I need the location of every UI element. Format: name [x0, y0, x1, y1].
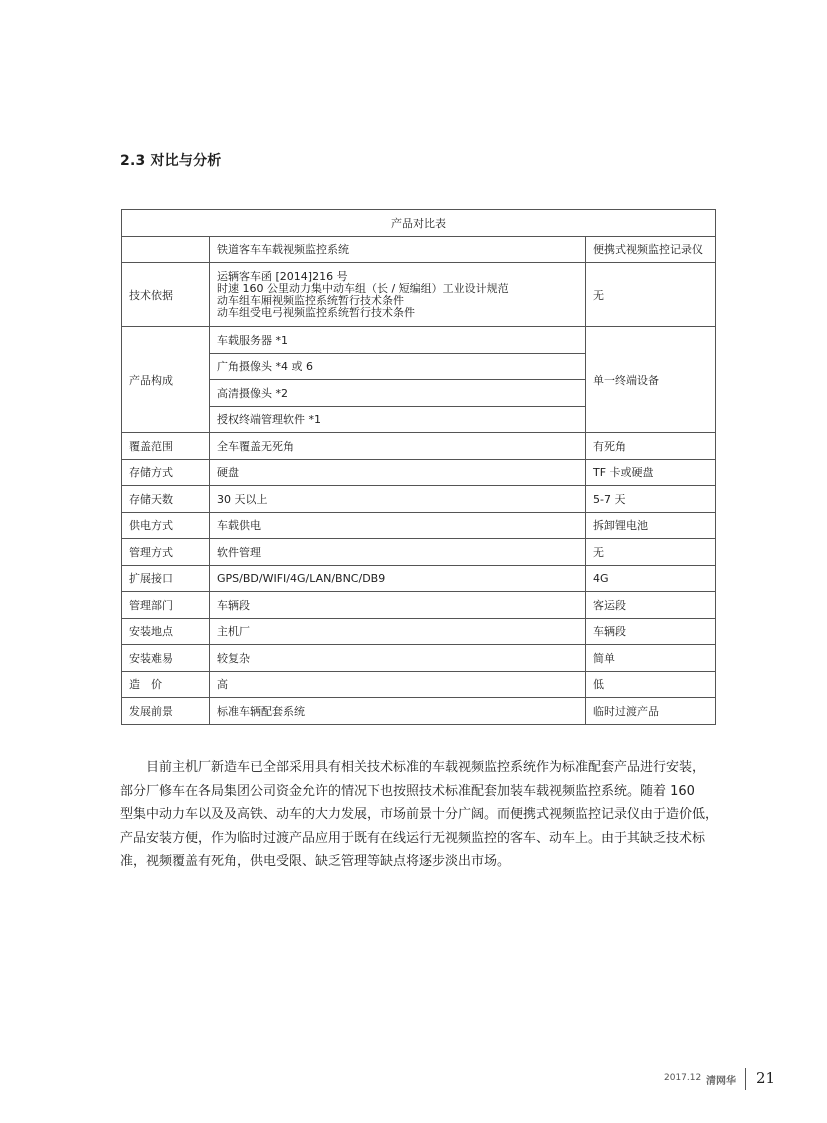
- magazine-name: 清网华: [706, 1076, 736, 1087]
- row-label: 供电方式: [122, 512, 210, 539]
- system-value: GPS/BD/WIFI/4G/LAN/BNC/DB9: [210, 565, 586, 592]
- paragraph-line: 目前主机厂新造车已全部采用具有相关技术标准的车载视频监控系统作为标准配套产品进行安装，: [146, 760, 706, 775]
- header-cell-system: 铁道客车车载视频监控系统: [210, 236, 586, 263]
- table-row: [122, 433, 716, 460]
- composition-portable: 单一终端设备: [586, 327, 716, 433]
- system-value: 30 天以上: [210, 486, 586, 513]
- paragraph-line: 部分厂修车在各局集团公司资金允许的情况下也按照技术标准配套加装车载视频监控系统。随着 160: [120, 783, 695, 799]
- paragraph-line: 准，视频覆盖有死角，供电受限、缺乏管理等缺点将逐步淡出市场。: [120, 854, 511, 869]
- system-value: 高: [210, 671, 586, 698]
- header-cell-empty: [122, 236, 210, 263]
- basis-line: 动车组受电弓视频监控系统暂行技术条件: [217, 305, 415, 319]
- footer-divider: [745, 1068, 746, 1090]
- portable-value: 简单: [586, 645, 716, 672]
- table-row-composition: [122, 327, 716, 354]
- row-label: 扩展接口: [122, 565, 210, 592]
- row-label: 管理方式: [122, 539, 210, 566]
- portable-value: 临时过渡产品: [586, 698, 716, 725]
- table-row: [122, 565, 716, 592]
- row-label: 覆盖范围: [122, 433, 210, 460]
- system-value: 软件管理: [210, 539, 586, 566]
- body-paragraph: [120, 756, 719, 874]
- paragraph-line: 型集中动力车以及及高铁、动车的大力发展，市场前景十分广阔。而便携式视频监控记录仪由于造价低，: [120, 807, 719, 822]
- row-label: 安装地点: [122, 618, 210, 645]
- table-row: [122, 592, 716, 619]
- row-label-basis: 技术依据: [122, 263, 210, 327]
- table-row: [122, 539, 716, 566]
- table-row: [122, 512, 716, 539]
- portable-value: 客运段: [586, 592, 716, 619]
- basis-portable: 无: [586, 263, 716, 327]
- row-label: 发展前景: [122, 698, 210, 725]
- portable-value: 车辆段: [586, 618, 716, 645]
- basis-line: 运辆客车函 [2014]216 号: [217, 269, 348, 283]
- row-label: 安装难易: [122, 645, 210, 672]
- header-cell-portable: 便携式视频监控记录仪: [586, 236, 716, 263]
- basis-line: 时速 160 公里动力集中动车组（长 / 短编组）工业设计规范: [217, 281, 509, 295]
- page-footer: [640, 1068, 780, 1090]
- composition-item: 高清摄像头 *2: [210, 380, 586, 407]
- paragraph-line: 产品安装方便，作为临时过渡产品应用于既有在线运行无视频监控的客车、动车上。由于其缺乏技术标: [120, 830, 706, 846]
- table-row: [122, 671, 716, 698]
- composition-item: 车载服务器 *1: [210, 327, 586, 354]
- portable-value: 拆卸锂电池: [586, 512, 716, 539]
- table-row-basis: [122, 263, 716, 327]
- portable-value: 4G: [586, 565, 716, 592]
- row-label-composition: 产品构成: [122, 327, 210, 433]
- basis-line: 动车组车厢视频监控系统暂行技术条件: [217, 293, 404, 307]
- table-header-row: [122, 236, 716, 263]
- table-row: [122, 618, 716, 645]
- composition-item: 授权终端管理软件 *1: [210, 406, 586, 433]
- row-label: 存储方式: [122, 459, 210, 486]
- portable-value: 有死角: [586, 433, 716, 460]
- row-label: 管理部门: [122, 592, 210, 619]
- portable-value: 低: [586, 671, 716, 698]
- comparison-table: [121, 209, 716, 725]
- table-row: [122, 698, 716, 725]
- system-value: 标准车辆配套系统: [210, 698, 586, 725]
- table-row: [122, 459, 716, 486]
- system-value: 较复杂: [210, 645, 586, 672]
- section-title: 2.3 对比与分析: [120, 153, 222, 169]
- system-value: 车载供电: [210, 512, 586, 539]
- table-caption-row: [122, 210, 716, 237]
- basis-lines: [210, 263, 586, 327]
- composition-item: 广角摄像头 *4 或 6: [210, 353, 586, 380]
- row-label: 存储天数: [122, 486, 210, 513]
- system-value: 主机厂: [210, 618, 586, 645]
- portable-value: TF 卡或硬盘: [586, 459, 716, 486]
- page-number: 21: [756, 1069, 776, 1087]
- portable-value: 无: [586, 539, 716, 566]
- row-label: 造 价: [122, 671, 210, 698]
- table-caption: 产品对比表: [122, 210, 716, 237]
- system-value: 车辆段: [210, 592, 586, 619]
- table-row: [122, 486, 716, 513]
- system-value: 硬盘: [210, 459, 586, 486]
- issue-date: 2017.12: [664, 1073, 702, 1083]
- table-row: [122, 645, 716, 672]
- portable-value: 5-7 天: [586, 486, 716, 513]
- system-value: 全车覆盖无死角: [210, 433, 586, 460]
